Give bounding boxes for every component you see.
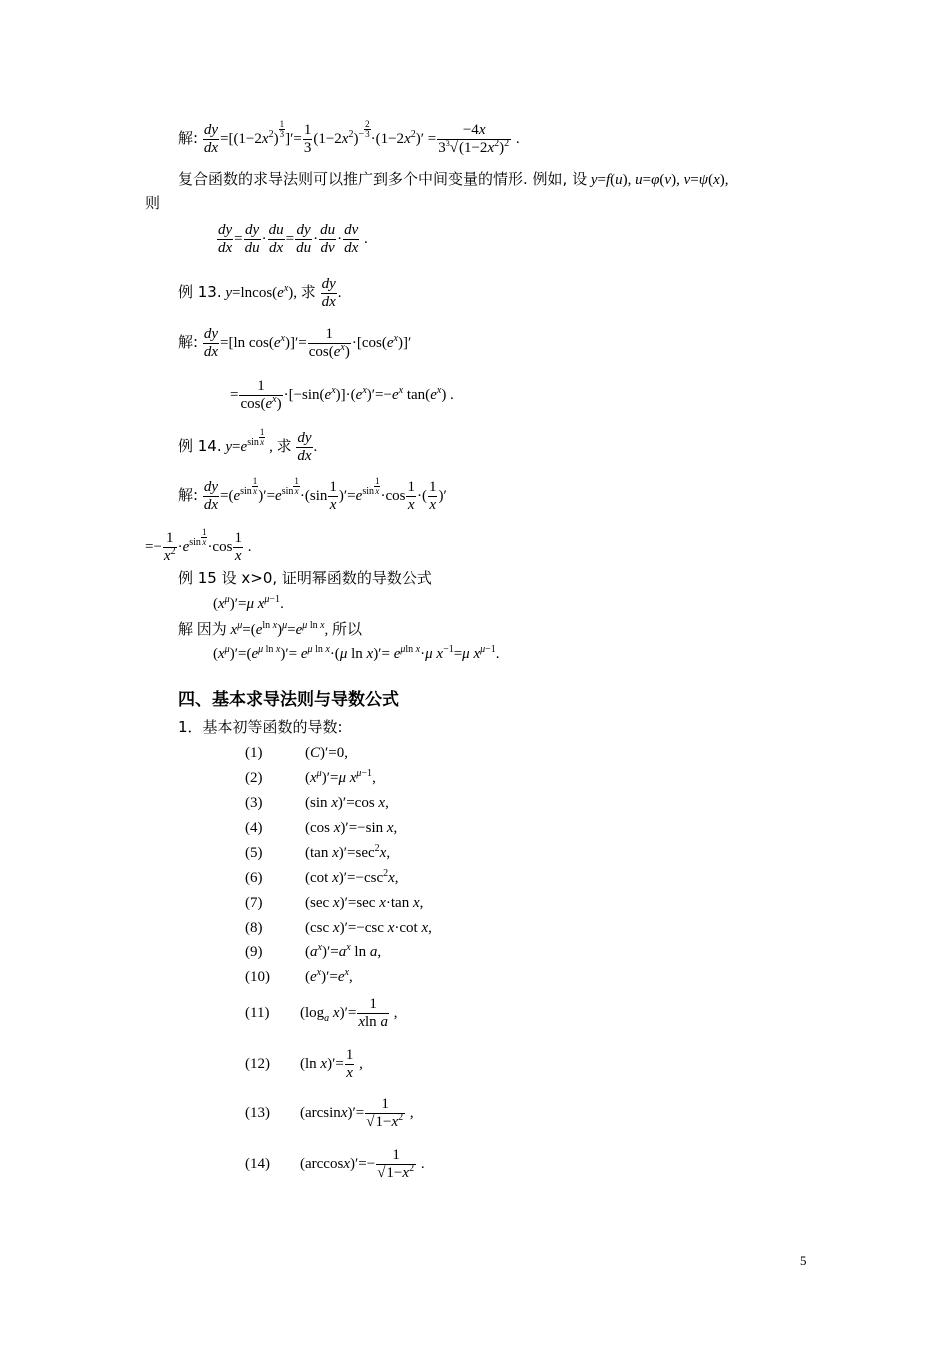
solution-15-line-2: $(x^\mu)'=(e^{\mu ln x})'= e^{\mu ln x}\cdot(\mu$ $\ln x)'= e^{\mu ln x}\cdot\mu$ $x^{-1}=\mu$ $x^{\mu-1}$.	[213, 644, 500, 662]
solution-14-line-1: 解: $\frac{dy}{dx}$ $=(e^{sin \frac{1}{x}}$ )$'=e^{sin \frac{1}{x}}$ ·(sin $\frac{1}{x}$ )$'=e^{sin \frac{1}{x}}$ ·cos $\frac{1}{x}$ ·( $\frac{1}{x}$ )′	[178, 476, 447, 514]
chain-rule-formula: $\frac{dy}{dx}$ = $\frac{dy}{du}$ · $\frac{du}{dx}$ = $\frac{dy}{du}$ · $\frac{du}{dv}$ · $\frac{dv}{dx}$ .	[218, 222, 368, 256]
section-heading: 四、基本求导法则与导数公式	[178, 690, 399, 710]
item-1-title: 1．基本初等函数的导数:	[178, 718, 343, 736]
example-15: 例 15 设 x>0, 证明幂函数的导数公式	[178, 569, 432, 587]
solution-13-line-2: = $\frac{1}{\cos(e^x)}$ $\cdot[-\sin(e^x)]\cdot(e^x)'=-e^x$ $\tan(e^x)$ .	[230, 378, 454, 412]
solution-15-line-1: 解 因为 $x^\mu=(e^{ln x})^\mu=e^{\mu ln x}$, 所以	[178, 620, 363, 638]
example-13: 例 13. $y=lncos(e^x)$, 求 $\frac{dy}{dx}$ .	[178, 276, 342, 310]
then-label: 则	[145, 194, 161, 212]
solution-label: 解:	[178, 129, 199, 147]
solution-13-line-1: 解: $\frac{dy}{dx}$ =[ln $\cos(e^x)]'=$ $\frac{1}{\cos(e^x)}$ $\cdot[\cos(e^x)]'$	[178, 326, 412, 360]
solution-line-1: 解: $\frac{dy}{dx}$ $=[(1-2x^2)$ $^{\frac{1}{3}}$ ]′= $\frac{1}{3}$ $(1-2x^2)^{- \frac{2}{3}}$ $\cdot(1-2x^2)'$ = $\frac{-4x}{3^3√(1-2x^2)^2}$ .	[178, 119, 520, 157]
composite-paragraph: 复合函数的求导法则可以推广到多个中间变量的情形. 例如, 设 y=f(u), u=φ(v), v=ψ(x),	[178, 170, 729, 188]
example-14: 例 14. $y=e^{sin \frac{1}{x}}$ , 求 $\frac{dy}{dx}$ .	[178, 427, 318, 465]
solution-14-line-2: =− $\frac{1}{x^2}$ $\cdot e^{sin \frac{1}{x}}$ ·cos $\frac{1}{x}$ .	[145, 527, 252, 565]
power-formula: $(x^\mu)'=\mu$ $x^{\mu-1}$.	[213, 594, 284, 612]
page-number: 5	[800, 1253, 807, 1268]
